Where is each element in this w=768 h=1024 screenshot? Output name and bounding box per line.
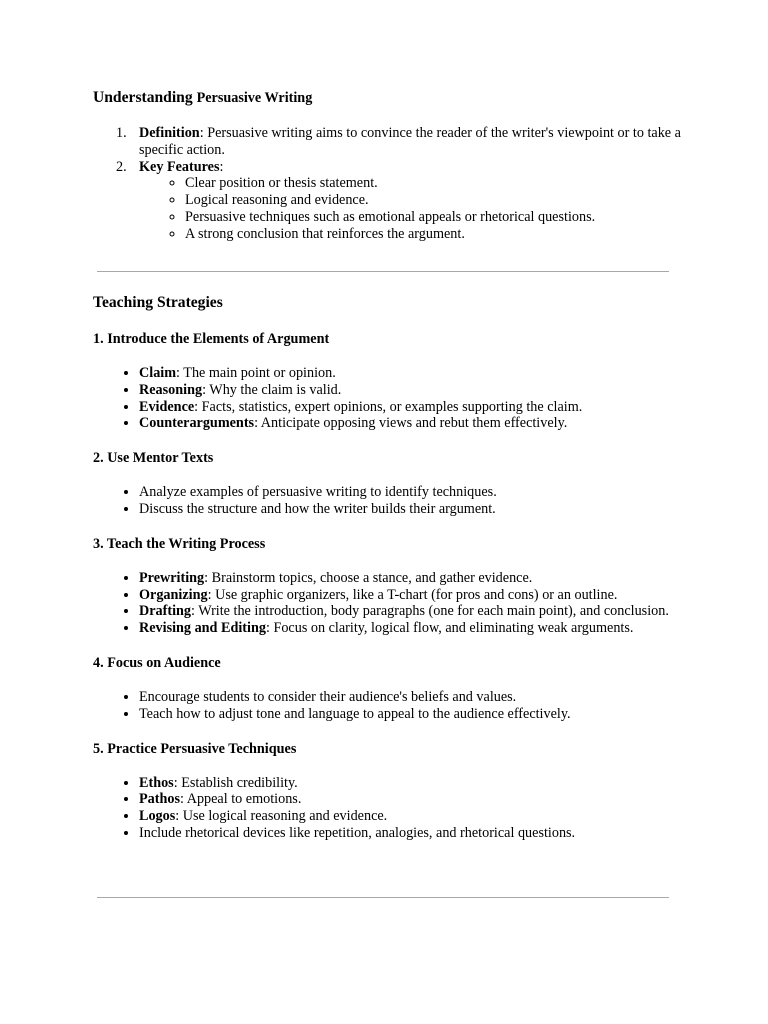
bullet-text: : Focus on clarity, logical flow, and eliminating weak arguments. xyxy=(265,620,634,637)
definition-text: : Persuasive writing aims to convince the reader of the writer's viewpoint or to take a specific action. xyxy=(139,125,681,158)
strategy-list xyxy=(93,570,683,637)
strategy-list xyxy=(93,484,683,518)
list-item xyxy=(139,775,683,792)
bullet-text: : Facts, statistics, expert opinions, or examples supporting the claim. xyxy=(194,398,583,415)
list-item xyxy=(139,791,683,808)
bullet-text: : Use graphic organizers, like a T-chart (for pros and cons) or an outline. xyxy=(207,586,618,603)
list-item xyxy=(139,501,683,518)
key-features-text: : xyxy=(219,158,224,175)
bullet-text: Include rhetorical devices like repetition, analogies, and rhetorical questions. xyxy=(139,824,576,841)
list-item xyxy=(139,399,683,416)
term: Prewriting xyxy=(139,569,205,586)
strategy-heading: 3. Teach the Writing Process xyxy=(93,535,266,552)
list-item xyxy=(139,808,683,825)
list-item xyxy=(139,689,683,706)
strategy-heading: 2. Use Mentor Texts xyxy=(93,450,214,467)
bullet-text: Analyze examples of persuasive writing to identify techniques. xyxy=(139,484,497,501)
list-item xyxy=(139,484,683,501)
bullet-text: : Brainstorm topics, choose a stance, and gather evidence. xyxy=(204,569,533,586)
term: Organizing xyxy=(139,586,208,603)
list-item xyxy=(139,587,683,604)
strategy-list xyxy=(93,689,683,723)
bullet-text: Encourage students to consider their audience's beliefs and values. xyxy=(139,688,517,705)
term-key-features: Key Features xyxy=(139,158,220,175)
term: Counterarguments xyxy=(139,415,255,432)
bullet-text: : Establish credibility. xyxy=(173,774,298,791)
list-item xyxy=(139,603,683,620)
term: Claim xyxy=(139,365,177,381)
term: Pathos xyxy=(139,791,180,808)
list-item: ◦ Logical reasoning and evidence. xyxy=(185,192,683,209)
term-definition: Definition xyxy=(139,125,200,141)
bullet-text: : Anticipate opposing views and rebut them effectively. xyxy=(254,415,568,432)
term: Reasoning xyxy=(139,381,203,398)
strategy-heading: 1. Introduce the Elements of Argument xyxy=(93,331,330,347)
bullet-text: Discuss the structure and how the writer builds their argument. xyxy=(139,500,496,517)
item-number: 1. xyxy=(116,125,127,141)
list-item xyxy=(139,825,683,842)
strategy-list xyxy=(93,365,683,432)
term: Logos xyxy=(139,808,176,825)
term: Ethos xyxy=(139,774,174,791)
bullet-text: : The main point or opinion. xyxy=(176,365,336,381)
list-item: ◦ Clear position or thesis statement. xyxy=(185,175,683,192)
divider xyxy=(97,271,669,272)
list-item xyxy=(139,365,683,382)
term: Revising and Editing xyxy=(139,620,266,637)
bullet-text: : Write the introduction, body paragraphs (one for each main point), and conclusion. xyxy=(191,603,669,620)
bullet-text: : Appeal to emotions. xyxy=(180,791,302,808)
understanding-list xyxy=(93,125,683,243)
list-item xyxy=(139,415,683,432)
term: Drafting xyxy=(139,603,192,620)
section-teaching-strategies xyxy=(93,293,683,842)
item-number: 2. xyxy=(116,158,127,175)
section-title-understanding xyxy=(93,88,683,108)
list-item: ◦ A strong conclusion that reinforces the argument. xyxy=(185,226,683,243)
title-part2: Persuasive Writing xyxy=(196,90,313,106)
divider xyxy=(97,897,669,898)
list-item xyxy=(139,570,683,587)
list-item xyxy=(116,125,683,159)
bullet-text: Teach how to adjust tone and language to appeal to the audience effectively. xyxy=(139,705,571,722)
list-item xyxy=(116,158,683,243)
strategy-list xyxy=(93,775,683,842)
list-item xyxy=(139,382,683,399)
term: Evidence xyxy=(139,398,195,415)
section-understanding xyxy=(93,88,683,243)
key-features-list xyxy=(139,175,683,242)
list-item: ◦ Persuasive techniques such as emotional appeals or rhetorical questions. xyxy=(185,209,683,226)
list-item xyxy=(139,706,683,723)
strategy-heading: 4. Focus on Audience xyxy=(93,654,221,671)
list-item xyxy=(139,620,683,637)
title-part1: Understanding xyxy=(93,89,193,106)
section-title-teaching-strategies: Teaching Strategies xyxy=(93,294,223,311)
strategy-heading: 5. Practice Persuasive Techniques xyxy=(93,740,297,757)
bullet-text: : Why the claim is valid. xyxy=(202,381,342,398)
bullet-text: : Use logical reasoning and evidence. xyxy=(175,808,388,825)
